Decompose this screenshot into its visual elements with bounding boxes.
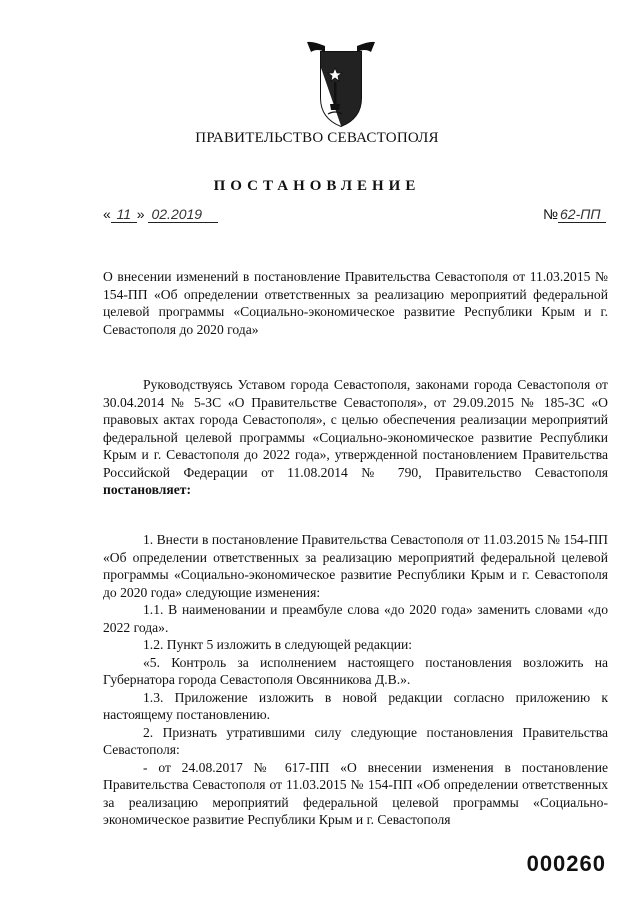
document-date: « 11 » 02.2019 [103, 206, 218, 223]
document-subject [103, 268, 608, 338]
clause-1-2: 1.2. Пункт 5 изложить в следующей редакции: [143, 637, 413, 652]
document-number: № 62-ПП [543, 206, 606, 223]
preamble-text: Руководствуясь Уставом города Севастополя, законами города Севастополя от 30.04.2014 № 5-ЗС «О Правительстве Севастополя», от 29.09.2015 № 185-ЗС «О правовых актах города Севастополя», с целью обеспечения реализации мероприятий федеральной целевой программы «Социально-экономическое развитие Республики Крым и г. Севастополя до 2022 года», утвержденной постановлением Правительства Российской Федерации от 11.08.2014 № 790, Правительство Севастополя постановляет: [103, 377, 608, 497]
coat-of-arms-emblem [303, 38, 379, 128]
clause-1-1: 1.1. В наименовании и преамбуле слова «до 2020 года» заменить словами «до 2022 года». [103, 602, 608, 635]
clause-1-3: 1.3. Приложение изложить в новой редакции согласно приложению к настоящему постановлению. [103, 689, 608, 722]
serial-number: 000260 [526, 851, 606, 876]
clause-2-item-a: - от 24.08.2017 № 617-ПП «О внесении изменения в постановление Правительства Севастополя от 11.03.2015 № 154-ПП «Об определении ответственных за реализацию мероприятий федеральной целевой программы «Социально-экономическое развитие Республики Крым и г. Севастополя [103, 759, 608, 827]
number-handwritten: 62-ПП [558, 206, 606, 223]
resolves-word: постановляет: [103, 482, 191, 497]
resolution-body [103, 531, 608, 829]
preamble-section [103, 376, 608, 499]
clause-2: 2. Признать утратившими силу следующие постановления Правительства Севастополя: [103, 724, 608, 757]
clause-1: 1. Внести в постановление Правительства Севастополя от 11.03.2015 № 154-ПП «Об определении ответственных за реализацию мероприятий федеральной целевой программы «Социально-экономическое развитие Республики Крым и г. Севастополя до 2020 года» следующие изменения: [103, 532, 608, 600]
date-day-handwritten: 11 [111, 206, 137, 223]
date-month-year-handwritten: 02.2019 [148, 206, 218, 223]
subject-text: О внесении изменений в постановление Правительства Севастополя от 11.03.2015 № 154-ПП «Об определении ответственных за реализацию мероприятий федеральной целевой программы «Социально-экономическое развитие Республики Крым и г. Севастополя до 2020 года» [103, 269, 608, 337]
document-type-title: ПОСТАНОВЛЕНИЕ [213, 178, 421, 194]
clause-1-2-quote: «5. Контроль за исполнением настоящего постановления возложить на Губернатора города Севастополя Овсянникова Д.В.». [103, 654, 608, 687]
organization-name: ПРАВИТЕЛЬСТВО СЕВАСТОПОЛЯ [195, 130, 439, 146]
